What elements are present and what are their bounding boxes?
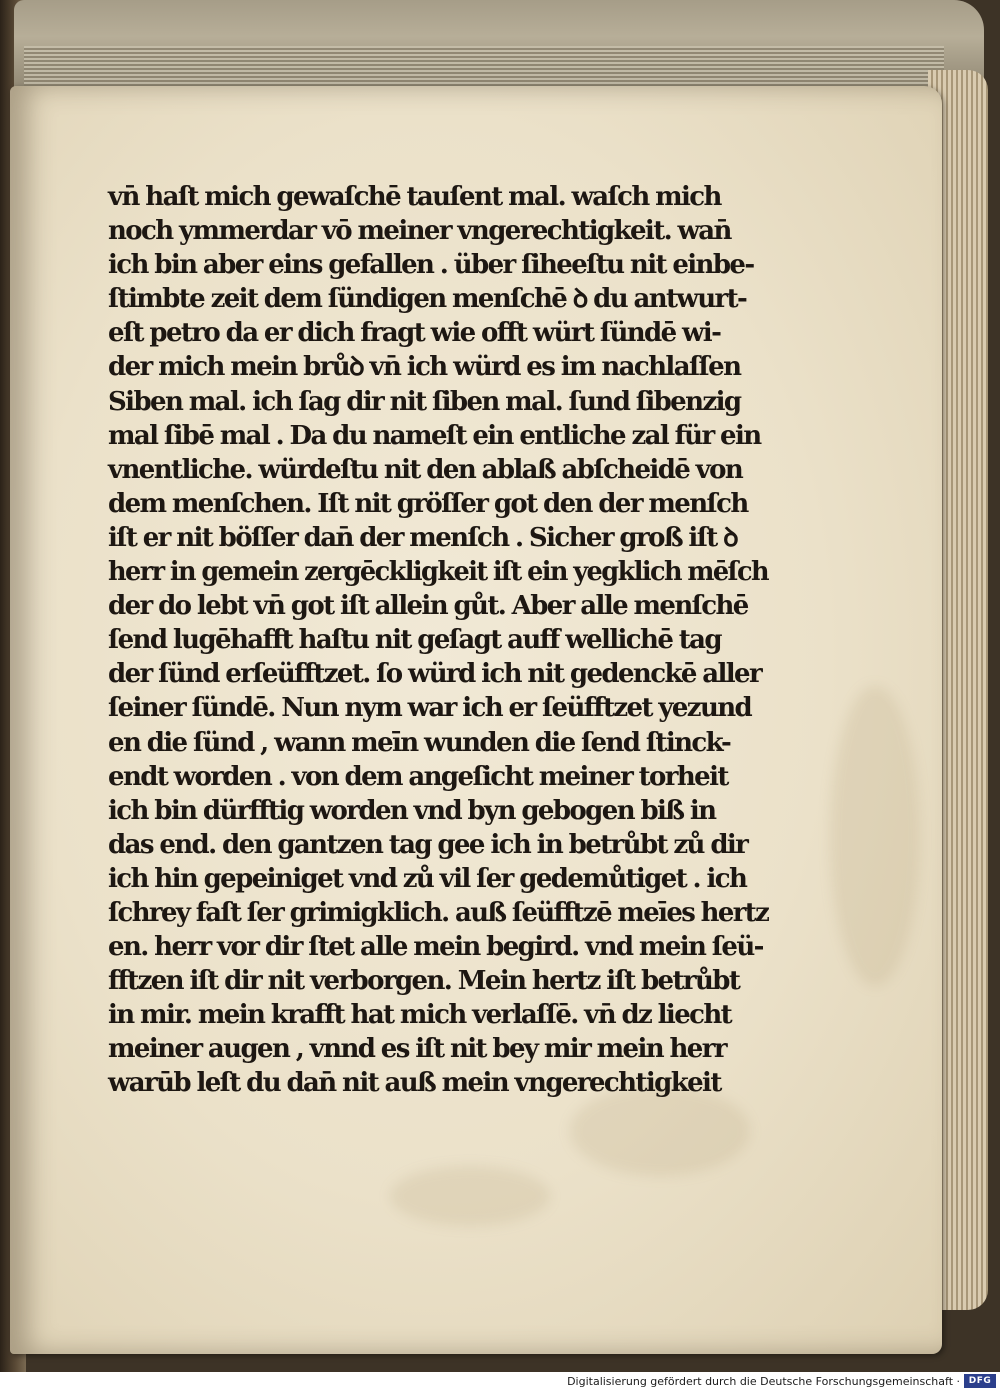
text-line: meiner augen , vnnd es iſt nit bey mir mein herr bbox=[108, 1034, 726, 1065]
text-line: der ſünd erſeüfftzet. ſo würd ich nit gedenckē aller bbox=[108, 659, 762, 690]
text-line: eſt petro da er dich fragt wie offt würt ſündē wi- bbox=[108, 318, 721, 349]
funding-credit: Digitalisierung gefördert durch die Deutsche Forschungsgemeinschaft · bbox=[567, 1375, 960, 1388]
dfg-logo: DFG bbox=[964, 1374, 996, 1388]
text-line: in mir. mein krafft hat mich verlaſſē. vn̄ dz liecht bbox=[108, 1000, 732, 1031]
text-line: dem menſchen. Iſt nit gröſſer got den der menſch bbox=[108, 488, 748, 519]
text-line: ſtimbte zeit dem ſündigen menſchē ꝺ du antwurt- bbox=[108, 284, 747, 315]
text-line: ſchrey faſt ſer grimigklich. auß ſeüfftzē meīes hertz bbox=[108, 897, 769, 928]
text-line: der mich mein brůꝺ vn̄ ich würd es im nachlaſſen bbox=[108, 352, 741, 383]
digitization-footer bbox=[0, 1372, 1000, 1391]
text-line: iſt er nit böſſer dan̄ der menſch . Sicher groß iſt ꝺ bbox=[108, 522, 738, 553]
text-line: mal ſibē mal . Da du nameſt ein entliche zal für ein bbox=[108, 420, 761, 451]
text-line: noch ymmerdar vō meiner vngerechtigkeit. wan̄ bbox=[108, 216, 731, 247]
text-line: en. herr vor dir ſtet alle mein begird. vnd mein ſeü- bbox=[108, 932, 763, 963]
page-edges-top bbox=[24, 46, 944, 86]
text-line: endt worden . von dem angeſicht meiner torheit bbox=[108, 761, 728, 792]
text-line: en die ſünd , wann meīn wunden die ſend ſtinck- bbox=[108, 727, 731, 758]
text-line: vnentliche. würdeſtu nit den ablaß abſcheidē von bbox=[108, 454, 743, 485]
text-line: ich bin dürfftig worden vnd byn gebogen biß in bbox=[108, 795, 716, 826]
paper-stain bbox=[830, 686, 920, 986]
text-line: das end. den gantzen tag gee ich in betrůbt zů dir bbox=[108, 829, 748, 860]
text-line: herr in gemein zergēckligkeit iſt ein yegklich mēſch bbox=[108, 557, 768, 588]
text-line: Siben mal. ich ſag dir nit ſiben mal. ſund ſibenzig bbox=[108, 386, 741, 417]
text-line: vn̄ haſt mich gewaſchē tauſent mal. waſch mich bbox=[108, 182, 721, 212]
text-line: warūb leſt du dan̄ nit auß mein vngerechtigkeit bbox=[108, 1068, 721, 1099]
text-line: fftzen iſt dir nit verborgen. Mein hertz iſt betrůbt bbox=[108, 966, 740, 997]
paper-stain bbox=[390, 1166, 550, 1226]
text-line: ich bin aber eins gefallen . über ſiheeſtu nit einbe- bbox=[108, 250, 754, 281]
text-line: der do lebt vn̄ got iſt allein gůt. Aber alle menſchē bbox=[108, 591, 748, 622]
text-line: ſeiner ſündē. Nun nym war ich er ſeüfftzet yezund bbox=[108, 693, 752, 724]
book-top-edge bbox=[14, 0, 984, 92]
text-line: ich hin gepeiniget vnd zů vil ſer gedemůtiget . ich bbox=[108, 863, 747, 894]
text-line: ſend lugēhafft haſtu nit geſagt auff wellichē tag bbox=[108, 625, 721, 656]
page-text bbox=[108, 180, 768, 1101]
